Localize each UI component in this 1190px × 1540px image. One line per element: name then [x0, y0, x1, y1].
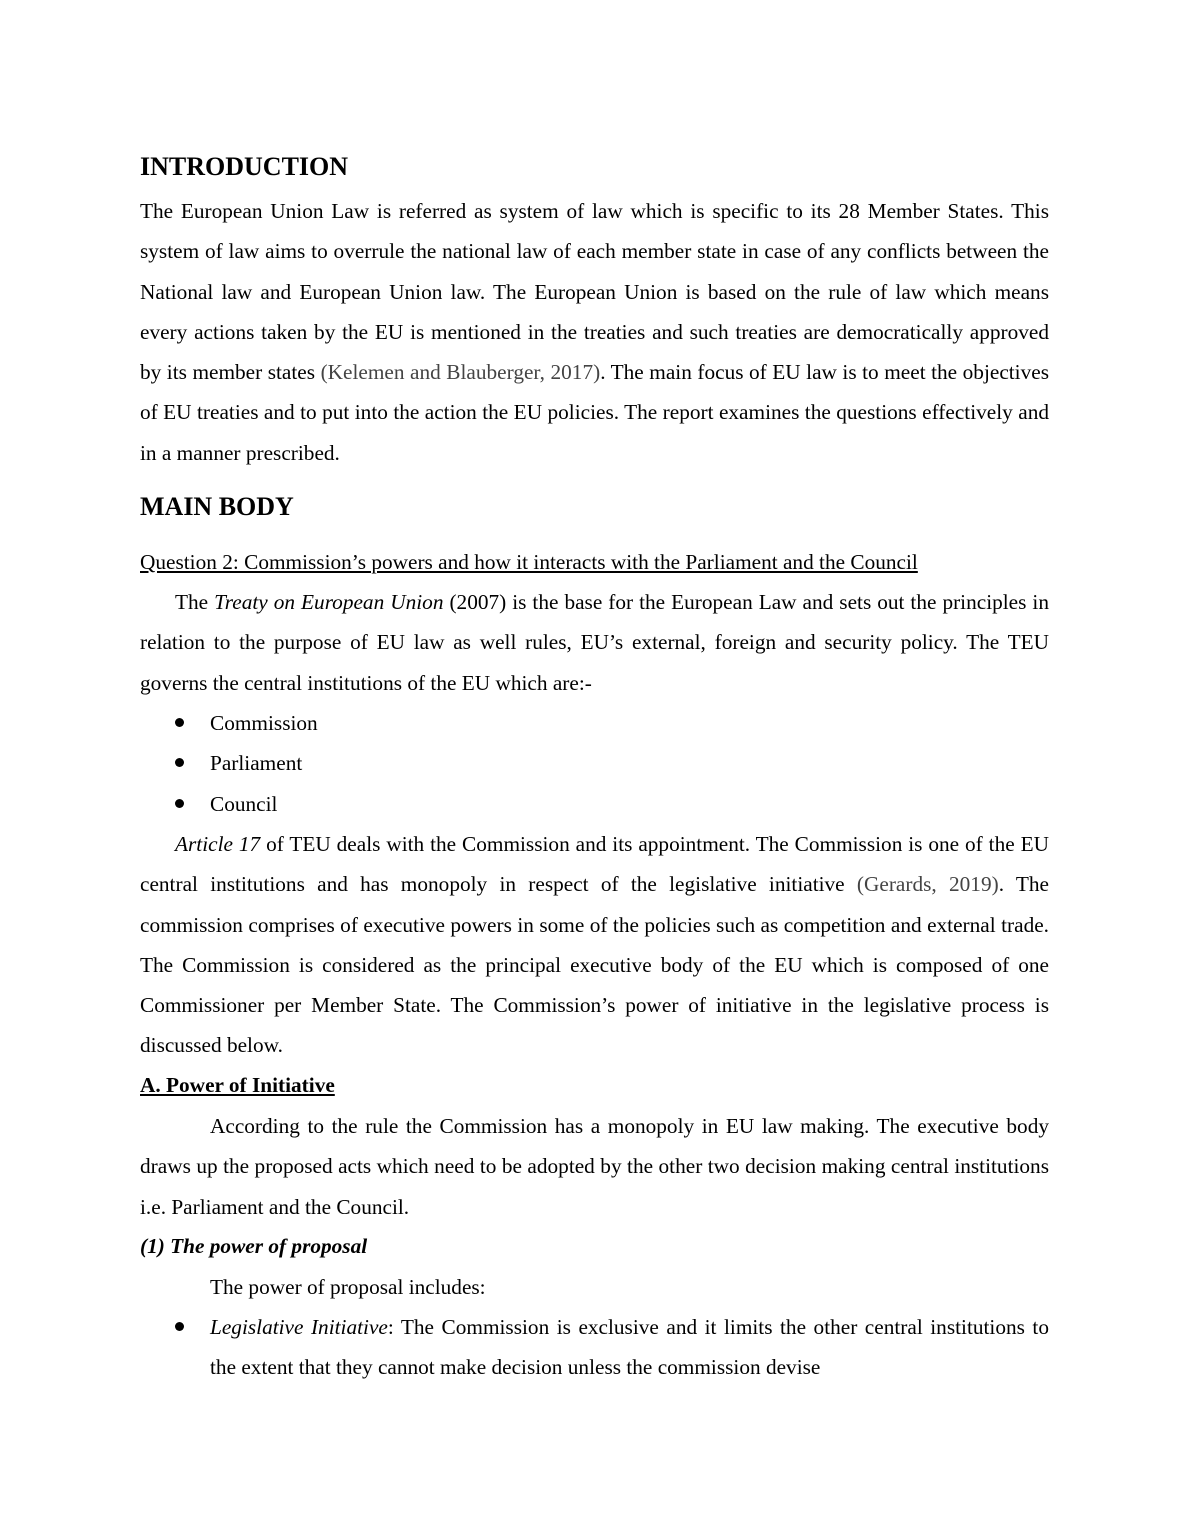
- article-paragraph: [140, 824, 1049, 1066]
- bullet-icon: [175, 718, 184, 727]
- treaty-text-pre: The: [175, 590, 215, 614]
- main-body-heading: MAIN BODY: [140, 492, 294, 521]
- proposal-list: [140, 1307, 1049, 1388]
- institutions-list: [140, 703, 1049, 824]
- introduction-heading: INTRODUCTION: [140, 152, 349, 181]
- list-item-label: Commission: [210, 711, 318, 735]
- list-item: [140, 1307, 1049, 1388]
- citation-gerards: (Gerards, 2019): [856, 872, 999, 897]
- bullet-icon: [175, 758, 184, 767]
- section-a-paragraph: According to the rule the Commission has a monopoly in EU law making. The executive body draws up the proposed acts which need to be adopted by the other two decision making central institutions i.e. Parliament and the Council.: [140, 1114, 1049, 1219]
- citation-kelemen: (Kelemen and Blauberger, 2017): [320, 360, 601, 385]
- article-text-pre: of TEU deals with the Commission and its appointment. The Commission is one of the EU central institutions and has monopoly in respect of the legislative initiative: [140, 832, 1050, 897]
- bullet-icon: [175, 1322, 184, 1331]
- intro-paragraph: [140, 191, 1049, 473]
- section-a-heading: A. Power of Initiative: [140, 1073, 335, 1097]
- list-item: [140, 784, 1049, 824]
- list-item: [140, 743, 1049, 783]
- intro-text-2: . The main focus of EU law is to meet the objectives of EU treaties and to put into the action the EU policies. The report examines the questions effectively and in a manner prescribed.: [140, 360, 1049, 465]
- treaty-text-post: (2007) is the base for the European Law and sets out the principles in relation to the purpose of EU law as well rules, EU’s external, foreign and security policy. The TEU governs the central institutions of the EU which are:-: [140, 590, 1049, 695]
- article-ref: Article 17: [175, 832, 261, 856]
- list-item: [140, 703, 1049, 743]
- intro-text-1: The European Union Law is referred as system of law which is specific to its 28 Member States. This system of law aims to overrule the national law of each member state in case of any conflicts between the National law and European Union law. The European Union is based on the rule of law which means every actions taken by the EU is mentioned in the treaties and such treaties are democratically approved by its member states: [140, 199, 1049, 385]
- treaty-name: Treaty on European Union: [214, 590, 444, 614]
- subsection-1-intro: The power of proposal includes:: [210, 1275, 486, 1299]
- list-item-label: Council: [210, 791, 278, 816]
- question-heading: Question 2: Commission’s powers and how it interacts with the Parliament and the Council: [140, 550, 918, 574]
- list-item-label: Parliament: [210, 751, 303, 776]
- legislative-initiative-text: : The Commission is exclusive and it limits the other central institutions to the extent that they cannot make decision unless the commission devise: [210, 1315, 1049, 1380]
- subsection-1-heading: (1) The power of proposal: [140, 1234, 368, 1258]
- article-text-post: . The commission comprises of executive powers in some of the policies such as competition and external trade. The Commission is considered as the principal executive body of the EU which is composed of one Commissioner per Member State. The Commission’s power of initiative in the legislative process is discussed below.: [140, 872, 1050, 1058]
- legislative-initiative-term: Legislative Initiative: [210, 1315, 388, 1339]
- bullet-icon: [175, 799, 184, 808]
- treaty-paragraph: [140, 582, 1049, 703]
